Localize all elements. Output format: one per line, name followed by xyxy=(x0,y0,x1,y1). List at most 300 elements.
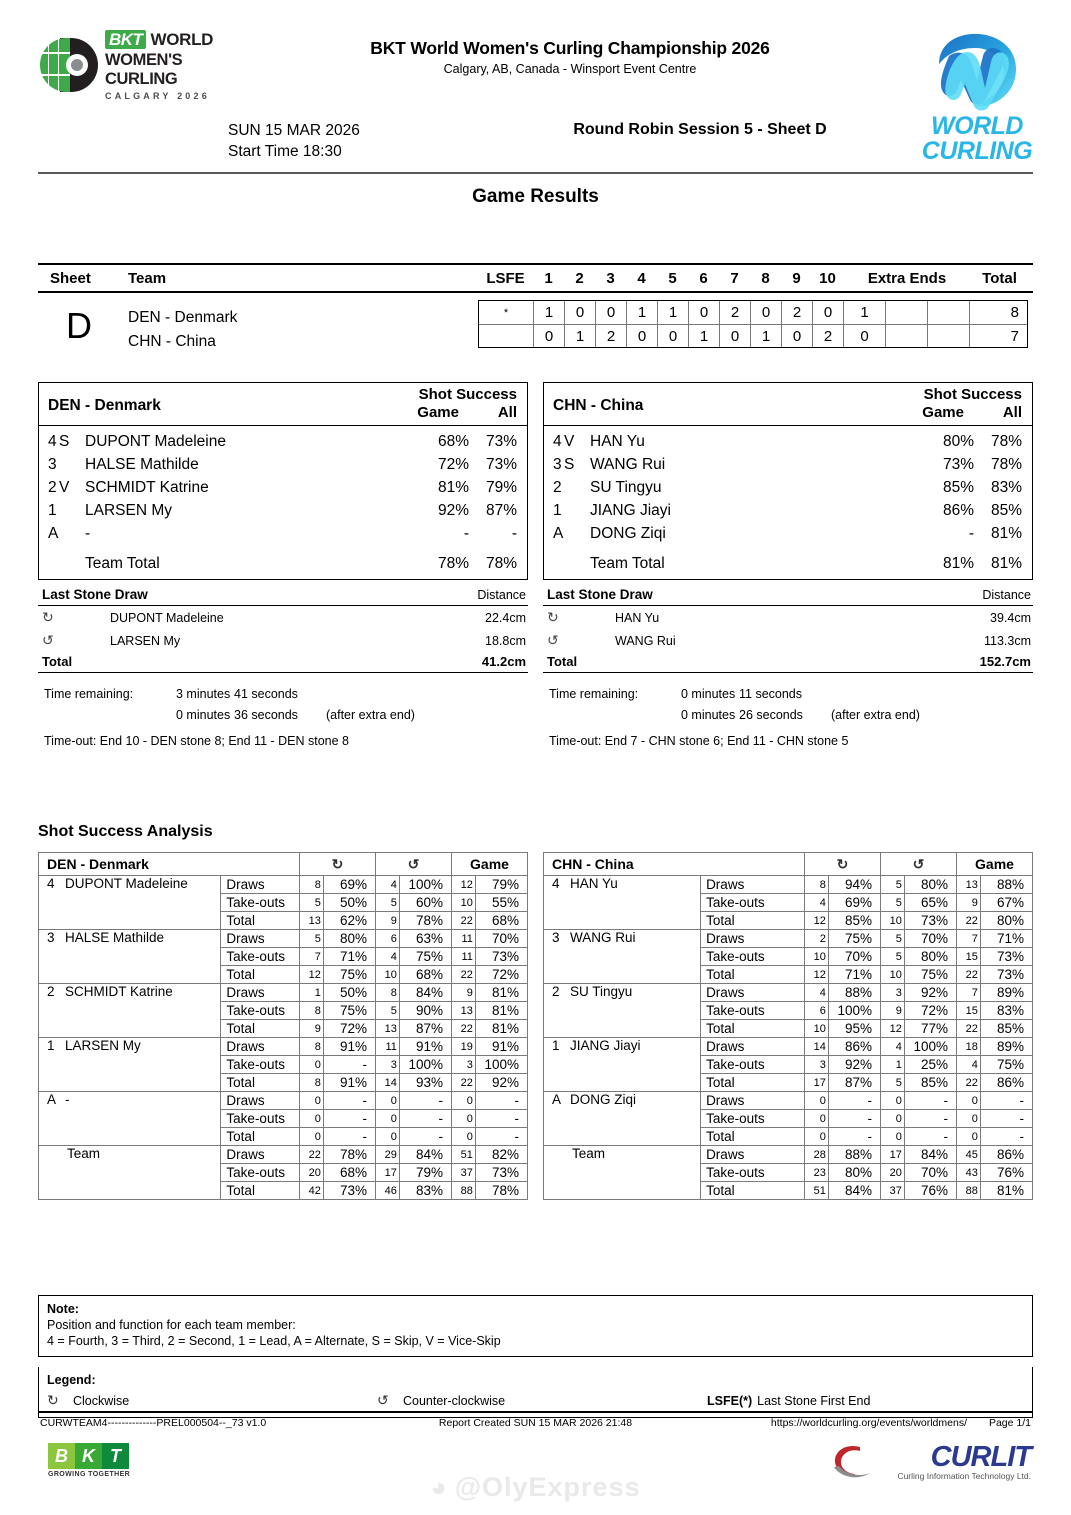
analysis-shot-type: Draws xyxy=(221,876,300,894)
legend-items xyxy=(47,1392,1024,1409)
analysis-game-pct: 81% xyxy=(475,1020,527,1038)
analysis-game-count: 22 xyxy=(452,1020,476,1038)
analysis-header-row xyxy=(39,853,528,876)
player-all-pct: 73% xyxy=(485,432,517,450)
analysis-ccw-count: 13 xyxy=(376,1020,400,1038)
analysis-game-count: 13 xyxy=(957,876,981,894)
lsd-total-value: 152.7cm xyxy=(979,654,1031,669)
legend-counter-clockwise-label: Counter-clockwise xyxy=(403,1393,506,1408)
time-extra-end-note: (after extra end) xyxy=(326,707,415,722)
analysis-shot-type: Take-outs xyxy=(221,1164,300,1182)
world-curling-logo-line2: CURLING xyxy=(921,137,1033,165)
analysis-game-count: 88 xyxy=(452,1182,476,1200)
analysis-shot-type: Take-outs xyxy=(701,1110,805,1128)
analysis-cw-count: 8 xyxy=(805,876,829,894)
team-name-den: DEN - Denmark xyxy=(48,397,161,414)
analysis-shot-type: Total xyxy=(221,966,300,984)
analysis-cw-count: 12 xyxy=(805,912,829,930)
analysis-cw-count: 0 xyxy=(300,1110,324,1128)
analysis-game-count: 11 xyxy=(452,930,476,948)
shot-success-col-game-den: Game xyxy=(417,404,459,421)
analysis-cw-count: 22 xyxy=(300,1146,324,1164)
shot-success-box-chn xyxy=(543,382,1033,580)
analysis-row xyxy=(544,1146,1033,1164)
analysis-col-game: Game xyxy=(452,853,528,876)
player-name: SCHMIDT Katrine xyxy=(85,478,209,496)
timeout-info-den: Time-out: End 10 - DEN stone 8; End 11 - DEN stone 8 xyxy=(44,734,350,748)
score-team-1-end-10: 0 xyxy=(813,301,844,324)
analysis-cw-pct: 50% xyxy=(323,894,375,912)
scoreboard-col-end-5: 5 xyxy=(668,270,677,287)
venue-subtitle: Calgary, AB, Canada - Winsport Event Centre xyxy=(443,62,697,76)
bkt-tile-t: T xyxy=(102,1443,129,1469)
analysis-ccw-count: 5 xyxy=(881,876,905,894)
score-team-1-end-5: 1 xyxy=(658,301,689,324)
analysis-cw-count: 13 xyxy=(300,912,324,930)
analysis-game-pct: 67% xyxy=(980,894,1032,912)
score-team-2-extra-3 xyxy=(928,325,970,347)
scoreboard-team-1-name: DEN - Denmark xyxy=(128,309,238,326)
analysis-ccw-pct: 65% xyxy=(904,894,956,912)
lsfe-cell-team-1: * xyxy=(479,301,534,324)
analysis-cw-count: 12 xyxy=(805,966,829,984)
analysis-shot-type: Take-outs xyxy=(701,948,805,966)
analysis-cw-pct: 78% xyxy=(323,1146,375,1164)
shot-success-label-den: Shot Success xyxy=(418,386,517,403)
analysis-game-pct: 100% xyxy=(475,1056,527,1074)
player-function: S xyxy=(59,432,70,450)
analysis-shot-type: Total xyxy=(701,1128,805,1146)
analysis-cw-count: 4 xyxy=(805,984,829,1002)
analysis-game-count: 22 xyxy=(452,1074,476,1092)
score-team-1-end-7: 2 xyxy=(720,301,751,324)
analysis-game-pct: - xyxy=(475,1092,527,1110)
scoreboard xyxy=(38,263,1033,357)
shot-success-analysis-title: Shot Success Analysis xyxy=(38,823,213,840)
analysis-game-pct: 82% xyxy=(475,1146,527,1164)
lsd-distance: 113.3cm xyxy=(983,633,1031,648)
analysis-player-name: 1 JIANG Jiayi xyxy=(544,1038,701,1092)
curlit-tagline: Curling Information Technology Ltd. xyxy=(897,1471,1031,1481)
analysis-cw-pct: 69% xyxy=(828,894,880,912)
legend-item-counter-clockwise xyxy=(377,1392,707,1409)
analysis-cw-count: 5 xyxy=(300,894,324,912)
analysis-shot-type: Take-outs xyxy=(221,1002,300,1020)
player-all-pct: 87% xyxy=(485,501,517,519)
analysis-player-name: 1 LARSEN My xyxy=(39,1038,221,1092)
analysis-cw-count: 0 xyxy=(300,1056,324,1074)
shot-success-header-den xyxy=(39,383,527,426)
analysis-ccw-count: 17 xyxy=(376,1164,400,1182)
time-seconds: 41 seconds xyxy=(234,686,298,701)
analysis-ccw-pct: 84% xyxy=(399,1146,451,1164)
team-panel-den xyxy=(38,382,528,748)
analysis-game-pct: 79% xyxy=(475,876,527,894)
player-position: 2 xyxy=(48,478,57,496)
shot-success-box-den xyxy=(38,382,528,580)
counter-clockwise-icon: ↺ xyxy=(881,853,957,876)
scoreboard-grid xyxy=(478,300,1028,348)
analysis-shot-type: Total xyxy=(701,912,805,930)
analysis-game-pct: 81% xyxy=(475,984,527,1002)
analysis-ccw-count: 9 xyxy=(376,912,400,930)
analysis-cw-count: 1 xyxy=(300,984,324,1002)
analysis-row xyxy=(39,876,528,894)
analysis-player-name: 4 DUPONT Madeleine xyxy=(39,876,221,930)
lsd-distance-label: Distance xyxy=(982,588,1031,602)
analysis-cw-count: 8 xyxy=(300,1038,324,1056)
analysis-shot-type: Take-outs xyxy=(701,1002,805,1020)
analysis-cw-pct: 80% xyxy=(828,1164,880,1182)
analysis-cw-count: 28 xyxy=(805,1146,829,1164)
analysis-ccw-count: 10 xyxy=(881,912,905,930)
scoreboard-col-end-2: 2 xyxy=(575,270,584,287)
analysis-cw-count: 10 xyxy=(805,948,829,966)
shot-success-analysis-tables xyxy=(38,852,1033,1200)
scoreboard-col-sheet: Sheet xyxy=(50,270,91,287)
analysis-team-name: CHN - China xyxy=(544,853,805,876)
analysis-ccw-count: 0 xyxy=(376,1092,400,1110)
analysis-cw-pct: 88% xyxy=(828,1146,880,1164)
analysis-game-count: 0 xyxy=(957,1128,981,1146)
clockwise-icon: ↻ xyxy=(805,853,881,876)
analysis-game-count: 0 xyxy=(452,1128,476,1146)
analysis-shot-type: Total xyxy=(701,1182,805,1200)
analysis-cw-pct: - xyxy=(323,1110,375,1128)
analysis-game-pct: 89% xyxy=(980,1038,1032,1056)
player-game-pct: 80% xyxy=(942,432,974,450)
analysis-shot-type: Total xyxy=(221,1074,300,1092)
analysis-row xyxy=(544,984,1033,1002)
analysis-ccw-count: 4 xyxy=(376,948,400,966)
analysis-ccw-pct: 87% xyxy=(399,1020,451,1038)
analysis-ccw-pct: - xyxy=(904,1110,956,1128)
analysis-ccw-count: 5 xyxy=(376,894,400,912)
analysis-shot-type: Total xyxy=(221,1020,300,1038)
analysis-cw-pct: - xyxy=(828,1128,880,1146)
score-team-2-end-8: 1 xyxy=(751,325,782,347)
analysis-row xyxy=(39,1146,528,1164)
analysis-game-pct: 81% xyxy=(980,1182,1032,1200)
header-divider xyxy=(38,172,1033,174)
scoreboard-body xyxy=(38,293,1033,357)
score-team-2-extra-1: 0 xyxy=(844,325,886,347)
player-all-pct: 81% xyxy=(990,524,1022,542)
bkt-tile-b: B xyxy=(48,1443,75,1469)
analysis-game-count: 4 xyxy=(957,1056,981,1074)
analysis-game-pct: 86% xyxy=(980,1146,1032,1164)
scoreboard-col-lsfe: LSFE xyxy=(486,270,525,287)
analysis-ccw-count: 0 xyxy=(881,1092,905,1110)
event-logo-bkt-tag: BKT xyxy=(105,30,146,49)
analysis-cw-count: 5 xyxy=(300,930,324,948)
analysis-game-pct: - xyxy=(475,1128,527,1146)
analysis-game-pct: - xyxy=(980,1128,1032,1146)
scoreboard-col-end-9: 9 xyxy=(792,270,801,287)
analysis-game-count: 51 xyxy=(452,1146,476,1164)
time-minutes: 0 minutes xyxy=(681,686,736,701)
analysis-cw-count: 20 xyxy=(300,1164,324,1182)
score-team-2-end-10: 2 xyxy=(813,325,844,347)
analysis-cw-count: 7 xyxy=(300,948,324,966)
player-name: HAN Yu xyxy=(590,432,645,450)
shot-success-header-chn xyxy=(544,383,1032,426)
analysis-game-pct: 73% xyxy=(475,948,527,966)
lsd-player-name: DUPONT Madeleine xyxy=(110,610,224,625)
counter-clockwise-icon: ↺ xyxy=(377,1392,389,1408)
team-total-game-pct: 78% xyxy=(437,554,469,572)
note-box xyxy=(38,1295,1033,1357)
player-row xyxy=(544,430,1032,453)
analysis-shot-type: Total xyxy=(221,1128,300,1146)
analysis-shot-type: Draws xyxy=(701,1146,805,1164)
player-function: V xyxy=(564,432,575,450)
analysis-shot-type: Take-outs xyxy=(701,894,805,912)
analysis-ccw-pct: 70% xyxy=(904,930,956,948)
time-remaining-label: Time remaining: xyxy=(44,686,134,701)
scoreboard-col-extra-ends: Extra Ends xyxy=(867,270,947,287)
analysis-cw-count: 0 xyxy=(805,1128,829,1146)
scoreboard-row-team-2 xyxy=(479,324,1027,347)
analysis-cw-count: 0 xyxy=(805,1092,829,1110)
game-start-time: Start Time 18:30 xyxy=(228,143,342,160)
analysis-cw-count: 8 xyxy=(300,876,324,894)
player-row xyxy=(544,499,1032,522)
world-curling-swoosh-icon xyxy=(927,26,1027,118)
watermark xyxy=(0,1472,1071,1503)
header-titles xyxy=(240,38,900,76)
scoreboard-col-end-4: 4 xyxy=(637,270,646,287)
analysis-ccw-count: 11 xyxy=(376,1038,400,1056)
team-total-label: Team Total xyxy=(85,554,160,572)
analysis-ccw-count: 0 xyxy=(376,1128,400,1146)
analysis-ccw-count: 6 xyxy=(376,930,400,948)
score-team-2-end-5: 0 xyxy=(658,325,689,347)
footer-page-number: Page 1/1 xyxy=(988,1417,1031,1429)
score-team-1-end-4: 1 xyxy=(627,301,658,324)
analysis-ccw-pct: 78% xyxy=(399,912,451,930)
footer-divider xyxy=(38,1411,1033,1413)
analysis-row xyxy=(544,1038,1033,1056)
analysis-game-pct: - xyxy=(980,1110,1032,1128)
player-row xyxy=(39,453,527,476)
scoreboard-col-end-3: 3 xyxy=(606,270,615,287)
analysis-cw-count: 0 xyxy=(805,1110,829,1128)
page-title: Game Results xyxy=(472,186,599,207)
lsd-player-name: LARSEN My xyxy=(110,633,181,648)
footer-report-created: Report Created SUN 15 MAR 2026 21:48 xyxy=(438,1417,633,1429)
analysis-ccw-pct: - xyxy=(399,1110,451,1128)
player-row xyxy=(39,522,527,545)
analysis-player-name: 2 SCHMIDT Katrine xyxy=(39,984,221,1038)
analysis-game-pct: 72% xyxy=(475,966,527,984)
curlit-logo-curl: CURL xyxy=(930,1441,1008,1473)
event-logo-line3: CALGARY 2026 xyxy=(105,90,210,101)
player-name: DONG Ziqi xyxy=(590,524,666,542)
analysis-cw-pct: 73% xyxy=(323,1182,375,1200)
analysis-game-count: 22 xyxy=(957,966,981,984)
analysis-shot-type: Draws xyxy=(221,1092,300,1110)
analysis-game-pct: 68% xyxy=(475,912,527,930)
analysis-ccw-pct: 75% xyxy=(399,948,451,966)
player-position: A xyxy=(553,524,564,542)
score-team-1-end-8: 0 xyxy=(751,301,782,324)
analysis-game-count: 15 xyxy=(957,1002,981,1020)
analysis-cw-count: 8 xyxy=(300,1002,324,1020)
analysis-ccw-count: 4 xyxy=(881,1038,905,1056)
analysis-game-count: 0 xyxy=(957,1092,981,1110)
player-game-pct: 68% xyxy=(437,432,469,450)
analysis-cw-pct: 71% xyxy=(323,948,375,966)
analysis-game-count: 22 xyxy=(957,912,981,930)
score-team-1-end-3: 0 xyxy=(596,301,627,324)
time-remaining-label: Time remaining: xyxy=(549,686,639,701)
time-remaining-den xyxy=(38,673,528,725)
analysis-game-count: 18 xyxy=(957,1038,981,1056)
analysis-game-pct: 76% xyxy=(980,1164,1032,1182)
event-logo-line2: WOMEN'S CURLING xyxy=(105,50,183,88)
analysis-ccw-pct: 80% xyxy=(904,948,956,966)
team-panel-chn xyxy=(543,382,1033,748)
analysis-shot-type: Draws xyxy=(701,1038,805,1056)
legend-clockwise-label: Clockwise xyxy=(73,1393,130,1408)
analysis-shot-type: Draws xyxy=(701,1092,805,1110)
analysis-ccw-pct: 70% xyxy=(904,1164,956,1182)
shot-success-col-all-chn: All xyxy=(1002,404,1022,421)
player-name: SU Tingyu xyxy=(590,478,662,496)
team-name-chn: CHN - China xyxy=(553,397,644,414)
scoreboard-team-names xyxy=(128,306,237,354)
game-datetime xyxy=(228,120,360,162)
counter-clockwise-icon: ↺ xyxy=(376,853,452,876)
page-header xyxy=(0,0,1071,165)
team-panels xyxy=(38,382,1033,748)
analysis-team-name: DEN - Denmark xyxy=(39,853,300,876)
time-minutes-extra: 0 minutes xyxy=(681,707,736,722)
analysis-col-game: Game xyxy=(957,853,1033,876)
analysis-cw-pct: - xyxy=(323,1056,375,1074)
team-total-all-pct: 81% xyxy=(990,554,1022,572)
analysis-shot-type: Draws xyxy=(701,984,805,1002)
analysis-cw-count: 3 xyxy=(805,1056,829,1074)
counter-clockwise-icon: ↺ xyxy=(42,632,54,648)
analysis-cw-pct: 88% xyxy=(828,984,880,1002)
analysis-game-pct: 55% xyxy=(475,894,527,912)
player-row xyxy=(39,499,527,522)
player-position: 3 xyxy=(553,455,562,473)
analysis-shot-type: Draws xyxy=(221,984,300,1002)
analysis-cw-pct: 95% xyxy=(828,1020,880,1038)
score-team-2-end-2: 1 xyxy=(565,325,596,347)
analysis-game-pct: - xyxy=(980,1092,1032,1110)
analysis-ccw-count: 10 xyxy=(376,966,400,984)
lsd-row xyxy=(543,629,1033,652)
analysis-game-count: 19 xyxy=(452,1038,476,1056)
player-name: HALSE Mathilde xyxy=(85,455,199,473)
analysis-ccw-pct: - xyxy=(904,1092,956,1110)
analysis-row xyxy=(544,876,1033,894)
total-team-1: 8 xyxy=(1010,304,1019,321)
analysis-game-pct: 92% xyxy=(475,1074,527,1092)
player-position: A xyxy=(48,524,59,542)
analysis-game-count: 88 xyxy=(957,1182,981,1200)
scoreboard-team-2-name: CHN - China xyxy=(128,333,216,350)
last-stone-draw-den xyxy=(38,587,528,673)
lsd-distance: 22.4cm xyxy=(485,610,526,625)
analysis-ccw-count: 5 xyxy=(881,930,905,948)
lsd-total-value: 41.2cm xyxy=(481,654,526,669)
watermark-text: @OlyExpress xyxy=(454,1472,641,1502)
score-team-2-extra-2 xyxy=(886,325,928,347)
score-team-1-extra-3 xyxy=(928,301,970,324)
analysis-ccw-count: 5 xyxy=(376,1002,400,1020)
analysis-ccw-pct: 84% xyxy=(904,1146,956,1164)
analysis-game-pct: - xyxy=(475,1110,527,1128)
analysis-ccw-count: 14 xyxy=(376,1074,400,1092)
scoreboard-col-end-8: 8 xyxy=(761,270,770,287)
analysis-cw-pct: 91% xyxy=(323,1038,375,1056)
lsd-label: Last Stone Draw xyxy=(42,587,148,602)
analysis-player-name: Team xyxy=(39,1146,221,1200)
analysis-shot-type: Take-outs xyxy=(221,894,300,912)
time-seconds-extra: 26 seconds xyxy=(739,707,803,722)
globe-icon xyxy=(40,36,98,94)
game-date: SUN 15 MAR 2026 xyxy=(228,122,360,139)
analysis-cw-pct: - xyxy=(323,1128,375,1146)
scoreboard-col-end-1: 1 xyxy=(544,270,553,287)
score-team-2-end-1: 0 xyxy=(534,325,565,347)
analysis-cw-pct: 50% xyxy=(323,984,375,1002)
time-seconds-extra: 36 seconds xyxy=(234,707,298,722)
analysis-ccw-pct: 79% xyxy=(399,1164,451,1182)
analysis-ccw-pct: - xyxy=(399,1092,451,1110)
player-function: S xyxy=(564,455,575,473)
bkt-tagline: GROWING TOGETHER xyxy=(48,1471,131,1478)
time-remaining-line-1 xyxy=(44,683,524,704)
analysis-game-count: 9 xyxy=(957,894,981,912)
analysis-game-pct: 85% xyxy=(980,1020,1032,1038)
world-curling-logo-line1: WORLD xyxy=(931,112,1023,140)
analysis-game-count: 22 xyxy=(452,966,476,984)
lsd-distance: 18.8cm xyxy=(485,633,526,648)
scoreboard-col-end-6: 6 xyxy=(699,270,708,287)
lsd-total-label: Total xyxy=(547,654,578,669)
analysis-ccw-count: 3 xyxy=(376,1056,400,1074)
analysis-cw-count: 14 xyxy=(805,1038,829,1056)
analysis-ccw-count: 46 xyxy=(376,1182,400,1200)
team-total-row xyxy=(544,552,1032,575)
score-team-1-extra-2 xyxy=(886,301,928,324)
analysis-player-name: A - xyxy=(39,1092,221,1146)
legend-item-lsfe xyxy=(707,1394,870,1408)
score-team-1-end-2: 0 xyxy=(565,301,596,324)
footer-url[interactable]: https://worldcurling.org/events/worldmens/ xyxy=(770,1417,967,1429)
analysis-game-pct: 81% xyxy=(475,1002,527,1020)
player-position: 1 xyxy=(48,501,57,519)
score-team-2-end-3: 2 xyxy=(596,325,627,347)
sheet-letter: D xyxy=(66,305,92,346)
analysis-cw-pct: - xyxy=(828,1092,880,1110)
analysis-shot-type: Total xyxy=(221,912,300,930)
player-all-pct: 79% xyxy=(485,478,517,496)
analysis-game-pct: 73% xyxy=(475,1164,527,1182)
analysis-cw-count: 10 xyxy=(805,1020,829,1038)
player-name: DUPONT Madeleine xyxy=(85,432,226,450)
analysis-game-count: 13 xyxy=(452,1002,476,1020)
analysis-ccw-pct: 91% xyxy=(399,1038,451,1056)
scoreboard-col-end-10: 10 xyxy=(819,270,836,287)
analysis-game-pct: 86% xyxy=(980,1074,1032,1092)
